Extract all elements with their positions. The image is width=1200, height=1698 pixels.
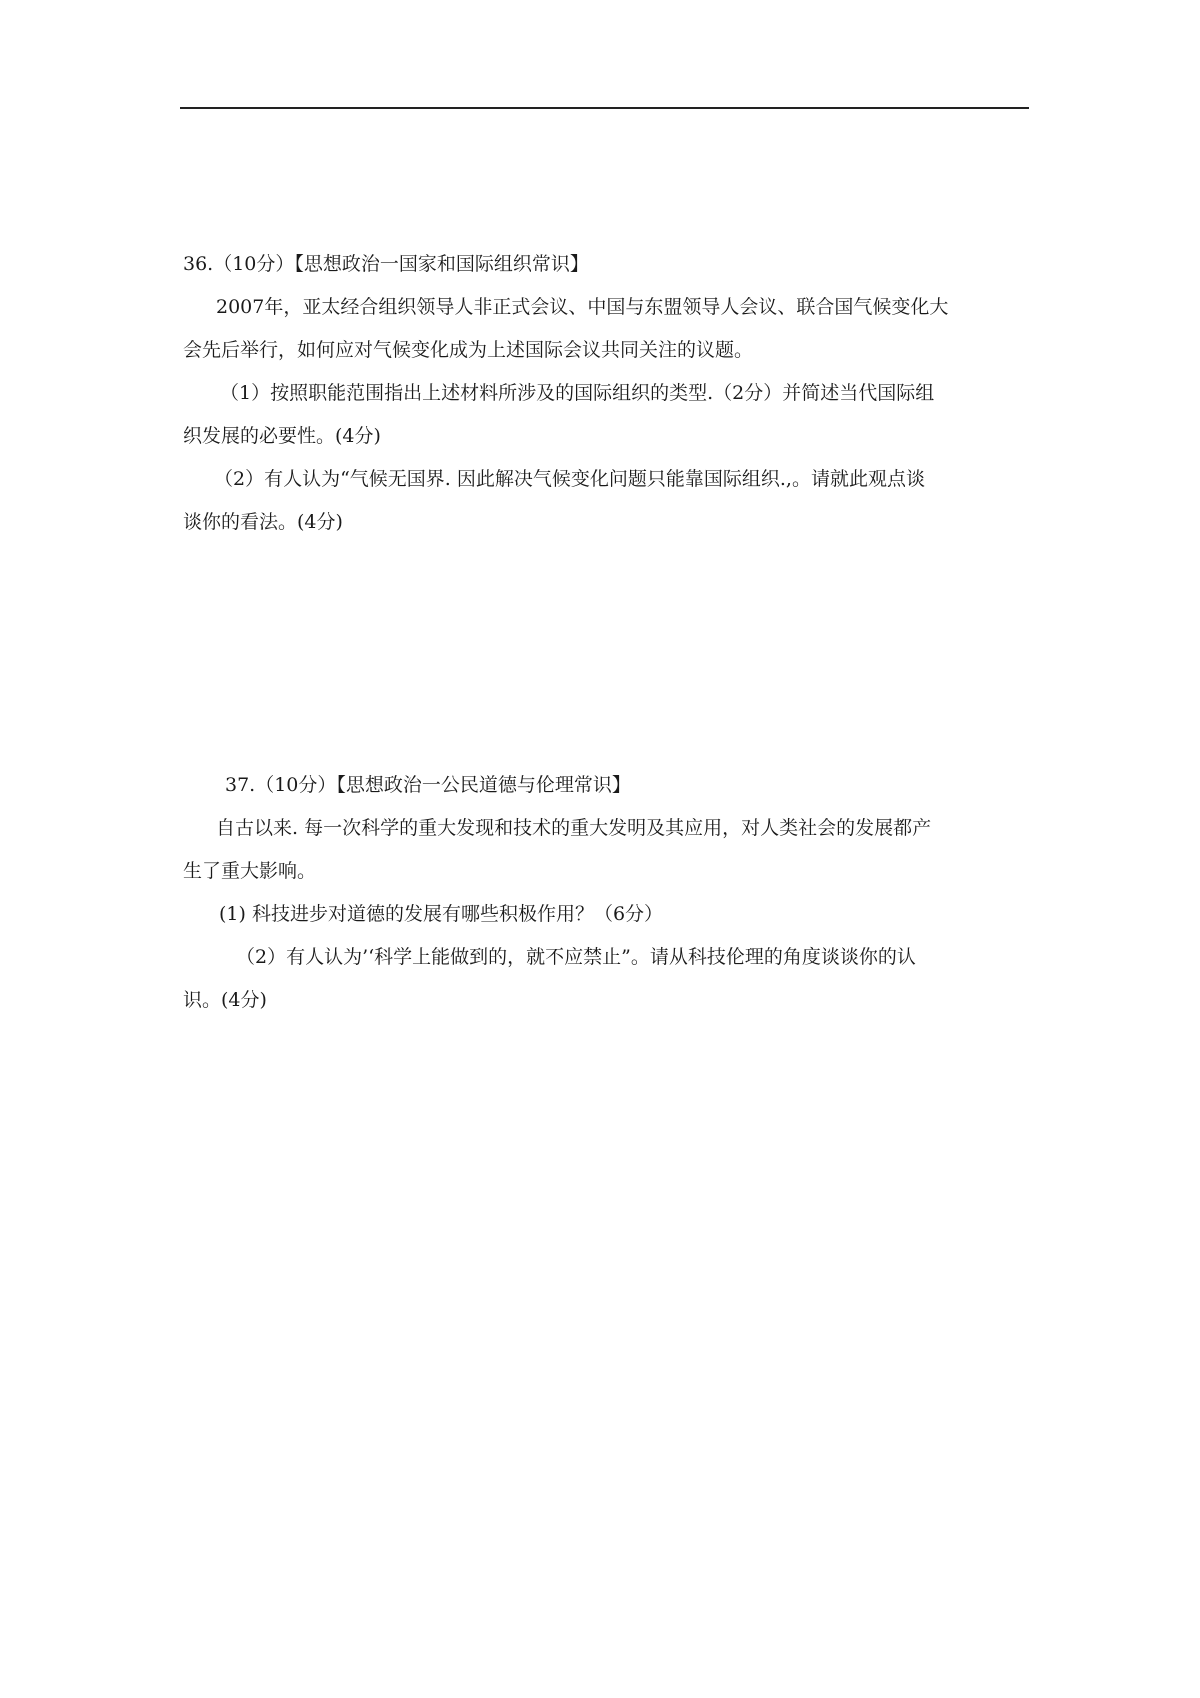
question-36-part-2-line-1: （2）有人认为“气候无国界. 因此解决气候变化问题只能靠国际组织.,。请就此观点谈: [214, 468, 925, 490]
question-37: [183, 764, 1028, 1022]
question-36-intro-line-2: 会先后举行，如何应对气候变化成为上述国际会议共同关注的议题。: [183, 339, 754, 361]
question-37-part-1-line-1: (1) 科技进步对道德的发展有哪些积极作用？（6分）: [219, 903, 664, 925]
question-37-intro-line-2: 生了重大影响。: [183, 860, 317, 882]
question-36-part-1-line-2: 织发展的必要性。(4分): [183, 425, 381, 447]
question-36-part-1-line-1: （1）按照职能范围指出上述材料所涉及的国际组织的类型.（2分）并简述当代国际组: [220, 382, 935, 404]
header-rule: [180, 107, 1029, 109]
question-36-part-2-line-2: 谈你的看法。(4分): [183, 511, 343, 533]
question-37-part-2-line-2: 识。(4分): [183, 989, 267, 1011]
question-36-intro-line-1: 2007年，亚太经合组织领导人非正式会议、中国与东盟领导人会议、联合国气候变化大: [216, 296, 949, 318]
question-37-intro-line-1: 自古以来. 每一次科学的重大发现和技术的重大发明及其应用，对人类社会的发展都产: [216, 817, 932, 839]
question-36: [183, 243, 1028, 544]
question-37-title: 37.（10分）【思想政治一公民道德与伦理常识】: [225, 774, 631, 796]
question-36-title: 36.（10分）【思想政治一国家和国际组织常识】: [183, 253, 589, 275]
question-37-part-2-line-1: （2）有人认为’‘科学上能做到的，就不应禁止”。请从科技伦理的角度谈谈你的认: [236, 946, 916, 968]
